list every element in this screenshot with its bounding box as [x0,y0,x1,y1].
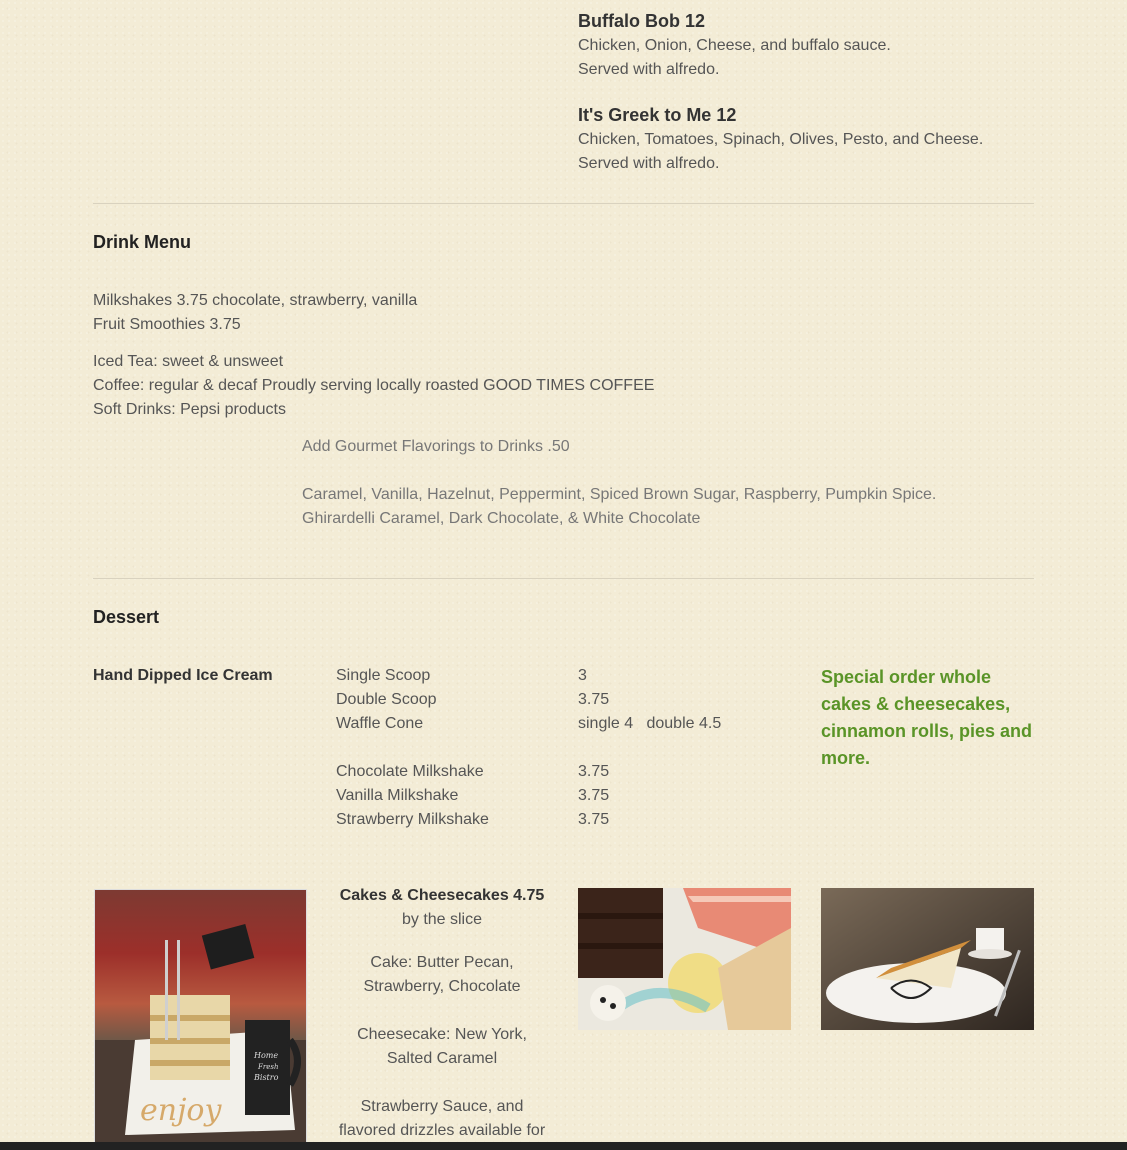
cheesecake-flavors: Cheesecake: New York, [357,1026,527,1043]
menu-item-price: 3.75 [578,691,610,708]
section-divider [93,203,1034,204]
toppings-note: Strawberry Sauce, and [360,1098,524,1115]
menu-item-price: 3.75 [578,811,610,828]
menu-item-name: Vanilla Milkshake [336,787,459,804]
flavorings-block [302,435,936,531]
mug-logo-text: Fresh [258,1063,279,1071]
menu-item-price: 3 [578,667,587,684]
cheesecake-illustration [821,888,1034,1030]
menu-item-name: Strawberry Milkshake [336,811,489,828]
ice-cream-prices [578,664,721,832]
ice-cream-label: Hand Dipped Ice Cream [93,667,273,684]
dish-serving-note: Served with alfredo. [578,61,720,78]
cake-mug-photo [94,889,307,1144]
dish-description: Chicken, Onion, Cheese, and buffalo sauce. [578,37,891,54]
menu-item-price: single 4 double 4.5 [578,715,722,732]
menu-item-price: 3.75 [578,763,610,780]
menu-item-name: Single Scoop [336,667,431,684]
drink-line-milkshakes: Milkshakes 3.75 chocolate, strawberry, vanilla [93,292,418,309]
ice-cream-names [336,664,489,832]
drink-menu-title: Drink Menu [93,232,192,252]
flavorings-list-1: Caramel, Vanilla, Hazelnut, Peppermint, Spiced Brown Sugar, Raspberry, Pumpkin Spice. [302,486,937,503]
menu-item-name: Chocolate Milkshake [336,763,484,780]
bottom-bar [0,1142,1127,1150]
pizza-item-buffalo-bob [578,8,891,82]
mug-logo-text: Bistro [254,1073,279,1082]
cheesecake-flavors: Salted Caramel [386,1050,498,1067]
cakes-flavors: Strawberry, Chocolate [363,978,521,995]
cake-slices-photo [578,888,791,1030]
menu-item-name: Waffle Cone [336,715,424,732]
drink-line-soft-drinks: Soft Drinks: Pepsi products [93,401,286,418]
dish-title: Buffalo Bob 12 [578,11,706,31]
cakes-flavors: Cake: Butter Pecan, [370,954,514,971]
special-order-note: Special order whole cakes & cheesecakes, cinnamon rolls, pies and more. [821,667,1033,768]
dish-description: Chicken, Tomatoes, Spinach, Olives, Pesto, and Cheese. [578,131,984,148]
drink-list-other [93,350,654,422]
cakes-subtitle: by the slice [401,911,483,928]
mug-logo-text: Home [254,1051,279,1060]
cake-slices-illustration [578,888,791,1030]
cakes-info [330,884,554,1143]
dish-title: It's Greek to Me 12 [578,105,737,125]
menu-item-name: Double Scoop [336,691,437,708]
flavorings-list-2: Ghirardelli Caramel, Dark Chocolate, & White Chocolate [302,510,701,527]
flavorings-title: Add Gourmet Flavorings to Drinks .50 [302,438,570,455]
cheesecake-photo [821,888,1034,1030]
cake-mug-illustration [95,890,306,1143]
plate-lettering: enjoy [140,1093,222,1128]
section-divider [93,578,1034,579]
drink-line-iced-tea: Iced Tea: sweet & unsweet [93,353,284,370]
drink-list-shakes [93,289,417,337]
drink-line-smoothies: Fruit Smoothies 3.75 [93,316,241,333]
dish-serving-note: Served with alfredo. [578,155,720,172]
drink-line-coffee: Coffee: regular & decaf Proudly serving locally roasted GOOD TIMES COFFEE [93,377,655,394]
dessert-title: Dessert [93,607,160,627]
pizza-item-greek [578,102,983,176]
menu-item-price: 3.75 [578,787,610,804]
toppings-note: flavored drizzles available for [338,1122,546,1139]
cakes-title: Cakes & Cheesecakes 4.75 [339,887,545,904]
